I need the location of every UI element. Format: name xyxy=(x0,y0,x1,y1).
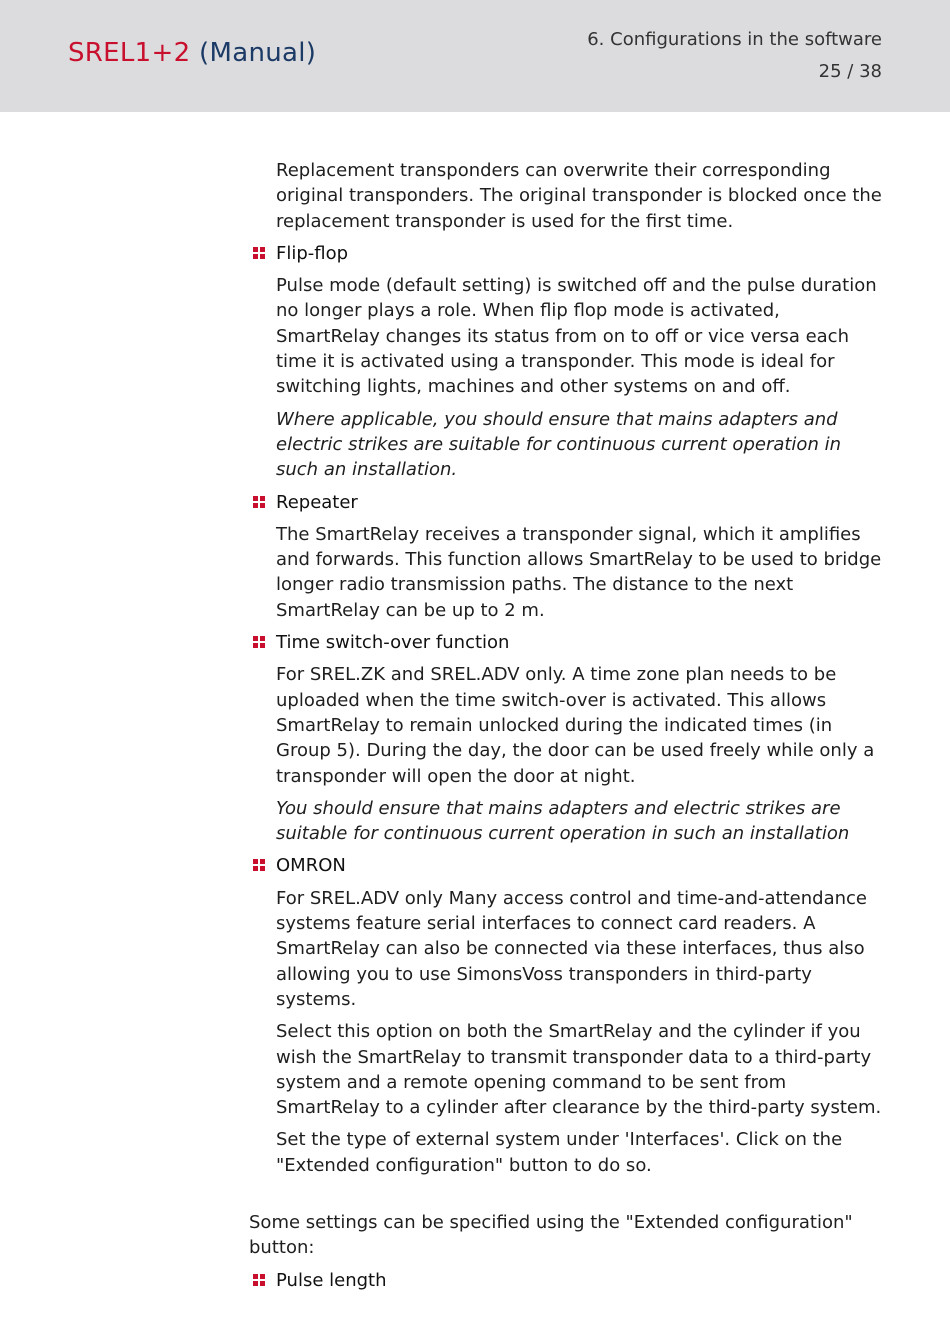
extended-config-intro: Some settings can be specified using the "Extended configuration" button: xyxy=(249,1211,853,1259)
extended-item-pulse-length xyxy=(249,1268,885,1293)
section-heading-repeater xyxy=(249,490,885,515)
bullet-icon xyxy=(253,859,265,871)
note-paragraph: Where applicable, you should ensure that mains adapters and electric strikes are suitable for continuous current operation in such an installation. xyxy=(276,408,841,481)
brand-suffix: (Manual) xyxy=(199,38,317,68)
chapter-title: 6. Configurations in the software xyxy=(587,29,882,50)
brand-main: SREL1+2 xyxy=(68,38,191,68)
note-paragraph: You should ensure that mains adapters and electric strikes are suitable for continuous current operation in such an installation xyxy=(276,797,850,845)
body-paragraph: For SREL.ADV only Many access control and time-and-attendance systems feature serial interfaces to connect card readers. A SmartRelay can also be connected via these interfaces, thus also allowing you to use SimonsVoss transponders in third-party systems. xyxy=(276,887,867,1010)
item-text: Pulse length xyxy=(276,1269,387,1291)
section-heading-flip-flop xyxy=(249,241,885,266)
body-paragraph: Select this option on both the SmartRelay and the cylinder if you wish the SmartRelay to transmit transponder data to a third-party system and a remote opening command to be sent from SmartRelay to a cylinder after clearance by the third-party system. xyxy=(276,1021,882,1119)
heading-text: OMRON xyxy=(276,855,346,877)
heading-text: Flip-flop xyxy=(276,242,349,264)
intro-paragraph: Replacement transponders can overwrite their corresponding original transponders. The original transponder is blocked once the replacement transponder is used for the first time. xyxy=(276,160,882,232)
document-title xyxy=(68,38,316,68)
page-header xyxy=(0,0,950,112)
body-paragraph: Set the type of external system under 'Interfaces'. Click on the "Extended configuration" button to do so. xyxy=(276,1129,843,1176)
section-heading-time-switch-over xyxy=(249,630,885,655)
page-number: 25 / 38 xyxy=(818,61,882,82)
body-paragraph: The SmartRelay receives a transponder signal, which it amplifies and forwards. This function allows SmartRelay to be used to bridge longer radio transmission paths. The distance to the next SmartRelay can be up to 2 m. xyxy=(276,523,882,621)
section-heading-omron xyxy=(249,853,885,878)
body-paragraph: Pulse mode (default setting) is switched off and the pulse duration no longer plays a role. When flip flop mode is activated, SmartRelay changes its status from on to off or vice versa each time it is activated using a transponder. This mode is ideal for switching lights, machines and other systems on and off. xyxy=(276,275,877,398)
bullet-icon xyxy=(253,1274,265,1286)
page-content xyxy=(249,158,885,1300)
bullet-icon xyxy=(253,496,265,508)
body-paragraph: For SREL.ZK and SREL.ADV only. A time zone plan needs to be uploaded when the time switch-over is activated. This allows SmartRelay to remain unlocked during the indicated times (in Group 5). During the day, the door can be used freely while only a transponder will open the door at night. xyxy=(276,664,875,787)
heading-text: Time switch-over function xyxy=(276,632,510,654)
heading-text: Repeater xyxy=(276,491,358,513)
bullet-icon xyxy=(253,247,265,259)
bullet-icon xyxy=(253,636,265,648)
